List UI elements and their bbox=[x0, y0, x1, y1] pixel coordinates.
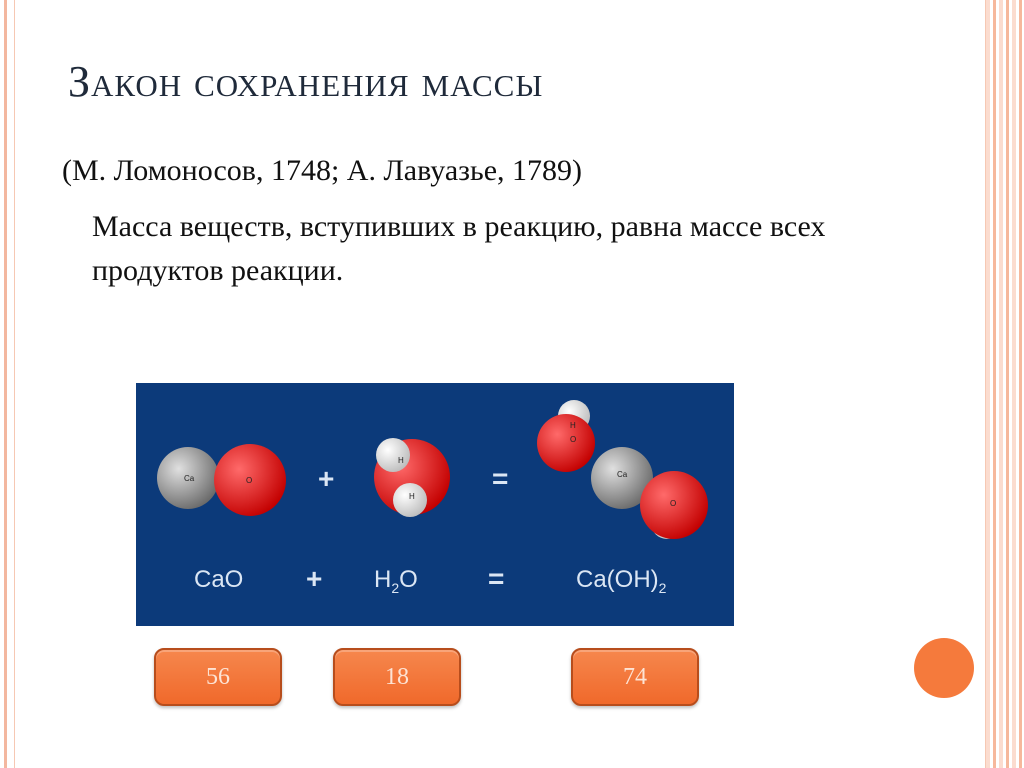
atom-label-h: H bbox=[409, 492, 415, 501]
formula-caoh2: $Ca(OH)_2$ bbox=[576, 566, 667, 596]
h2o-molecule bbox=[374, 438, 450, 517]
equals-sign-top: = bbox=[492, 463, 509, 494]
atom-label-o: O bbox=[246, 476, 253, 485]
law-statement: Масса веществ, вступивших в реакцию, равна массе всех продуктов реакции. bbox=[92, 210, 826, 287]
oxygen-atom bbox=[537, 414, 595, 472]
atom-label-h: H bbox=[570, 421, 576, 430]
atom-label-o: O bbox=[670, 499, 677, 508]
formula-h2o: $H_2O$ bbox=[374, 566, 418, 596]
atom-label-o: O bbox=[570, 435, 577, 444]
formula-cao: CaO bbox=[194, 566, 244, 593]
caoh2-molecule bbox=[537, 400, 708, 539]
decorative-stripes bbox=[986, 0, 1024, 768]
slide-subtitle: (М. Ломоносов, 1748; А. Лавуазье, 1789) bbox=[62, 154, 583, 187]
mass-cao-box[interactable]: 56 bbox=[154, 648, 282, 706]
slide-title: Закон сохранения массы bbox=[68, 57, 544, 106]
mass-caoh2-box[interactable]: 74 bbox=[571, 648, 699, 706]
atom-label-ca: Ca bbox=[184, 474, 195, 483]
atom-label-h: H bbox=[398, 456, 404, 465]
reaction-diagram bbox=[136, 383, 734, 626]
atom-label-ca: Ca bbox=[617, 470, 628, 479]
mass-h2o-box[interactable]: 18 bbox=[333, 648, 461, 706]
cao-molecule bbox=[157, 444, 286, 516]
decorative-circle bbox=[914, 638, 974, 698]
equals-sign-bottom: = bbox=[488, 563, 505, 594]
plus-sign-top: + bbox=[318, 463, 335, 494]
plus-sign-bottom: + bbox=[306, 563, 323, 594]
hydrogen-atom bbox=[376, 438, 410, 472]
